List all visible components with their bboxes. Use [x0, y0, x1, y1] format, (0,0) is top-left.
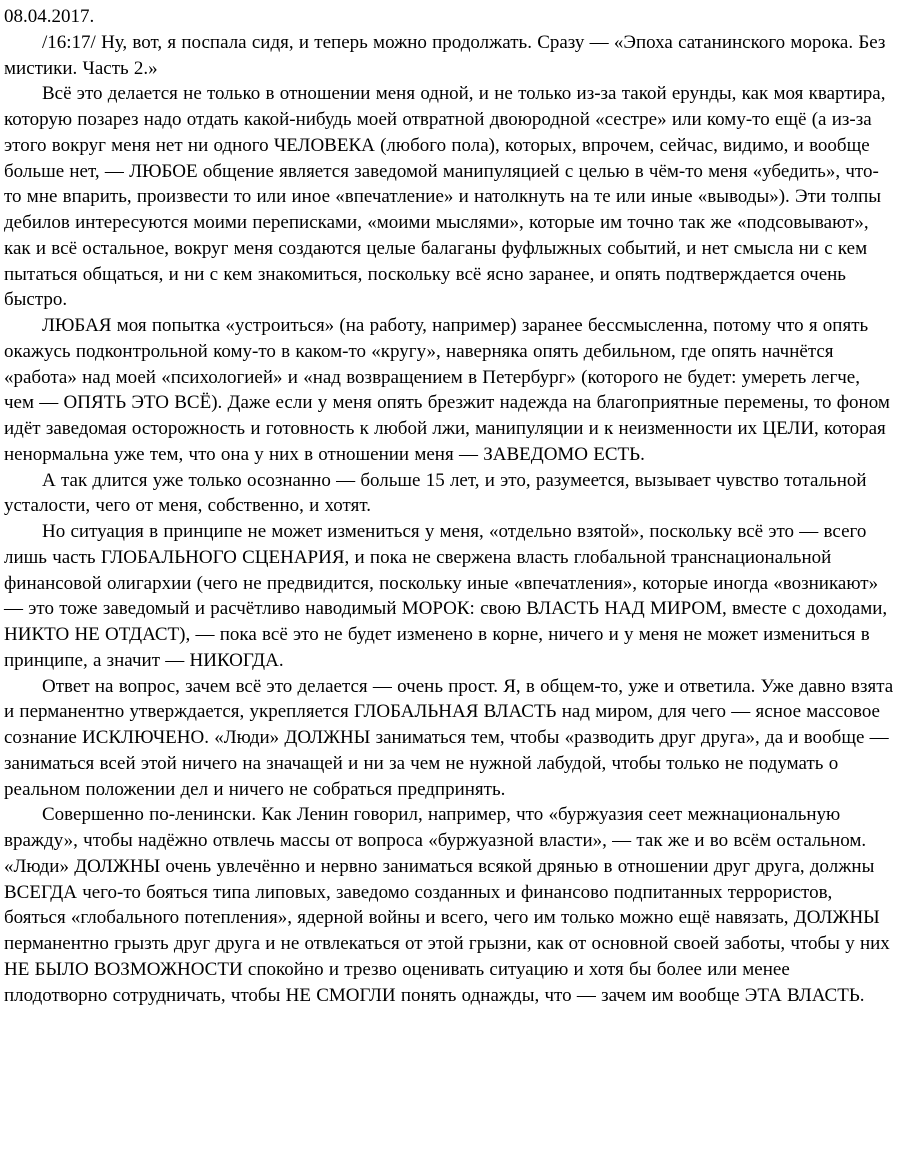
paragraph-3: ЛЮБАЯ моя попытка «устроиться» (на работу, например) заранее бессмысленна, потому что я опять окажусь подконтрольной кому-то в каком-то «кругу», наверняка опять дебильном, где опять начнётся «работа» над моей «психологией» и «над возвращением в Петербург» (которого не будет: умереть легче, чем — ОПЯТЬ ЭТО ВСЁ). Даже если у меня опять брезжит надежда на благоприятные перемены, то фоном идёт заведомая осторожность и готовность к любой лжи, манипуляции и к неизменности их ЦЕЛИ, которая ненормальна уже тем, что она у них в отношении меня — ЗАВЕДОМО ЕСТЬ.	[4, 315, 890, 465]
paragraph-2: Всё это делается не только в отношении меня одной, и не только из-за такой ерунды, как моя квартира, которую позарез надо отдать какой-нибудь моей отвратной двоюродной «сестре» или кому-то ещё (а из-за этого вокруг меня нет ни одного ЧЕЛОВЕКА (любого пола), которых, впрочем, сейчас, видимо, и вообще больше нет, — ЛЮБОЕ общение является заведомой манипуляцией с целью в чём-то меня «убедить», что-то мне впарить, произвести то или иное «впечатление» и натолкнуть на те или иные «выводы»). Эти толпы дебилов интересуются моими переписками, «моими мыслями», которые им точно так же «подсовывают», как и всё остальное, вокруг меня создаются целые балаганы фуфлыжных событий, и нет смысла ни с кем пытаться общаться, и ни с кем знакомиться, поскольку всё ясно заранее, и опять подтверждается очень быстро.	[4, 83, 886, 311]
paragraph-7: Совершенно по-ленински. Как Ленин говорил, например, что «буржуазия сеет межнациональную вражду», чтобы надёжно отвлечь массы от вопроса «буржуазной власти», — так же и во всём остальном. «Люди» ДОЛЖНЫ очень увлечённо и нервно заниматься всякой дрянью в отношении друг друга, должны ВСЕГДА чего-то бояться типа липовых, заведомо созданных и финансово подпитанных террористов, бояться «глобального потепления», ядерной войны и всего, чего им только можно ещё навязать, ДОЛЖНЫ перманентно грызть друг друга и не отвлекаться от этой грызни, как от основной своей заботы, чтобы у них НЕ БЫЛО ВОЗМОЖНОСТИ спокойно и трезво оценивать ситуацию и хотя бы более или менее плодотворно сотрудничать, чтобы НЕ СМОГЛИ понять однажды, что — зачем им вообще ЭТА ВЛАСТЬ.	[4, 804, 890, 1006]
paragraph-6: Ответ на вопрос, зачем всё это делается — очень прост. Я, в общем-то, уже и ответила. Уже давно взята и перманентно утверждается, укрепляется ГЛОБАЛЬНАЯ ВЛАСТЬ над миром, для чего — ясное массовое сознание ИСКЛЮЧЕНО. «Люди» ДОЛЖНЫ заниматься тем, чтобы «разводить друг друга», да и вообще — заниматься всей этой ничего на значащей и ни за чем не нужной лабудой, чтобы только не подумать о реальном положении дел и ничего не собраться предпринять.	[4, 675, 894, 800]
paragraph-4: А так длится уже только осознанно — больше 15 лет, и это, разумеется, вызывает чувство тотальной усталости, чего от меня, собственно, и хотят.	[4, 469, 867, 517]
paragraph-5: Но ситуация в принципе не может измениться у меня, «отдельно взятой», поскольку всё это — всего лишь часть ГЛОБАЛЬНОГО СЦЕНАРИЯ, и пока не свержена власть глобальной транснациональной финансовой олигархии (чего не предвидится, поскольку иные «впечатления», которые иногда «возникают» — это тоже заведомый и расчётливо наводимый МОРОК: свою ВЛАСТЬ НАД МИРОМ, вместе с доходами, НИКТО НЕ ОТДАСТ), — пока всё это не будет изменено в корне, ничего и у меня не может измениться в принципе, а значит — НИКОГДА.	[4, 521, 888, 671]
date-line: 08.04.2017.	[4, 6, 95, 27]
paragraph-intro-time: /16:17/ Ну, вот, я поспала сидя, и теперь можно продолжать. Сразу — «Эпоха сатанинского морока. Без мистики. Часть 2.»	[4, 31, 886, 79]
